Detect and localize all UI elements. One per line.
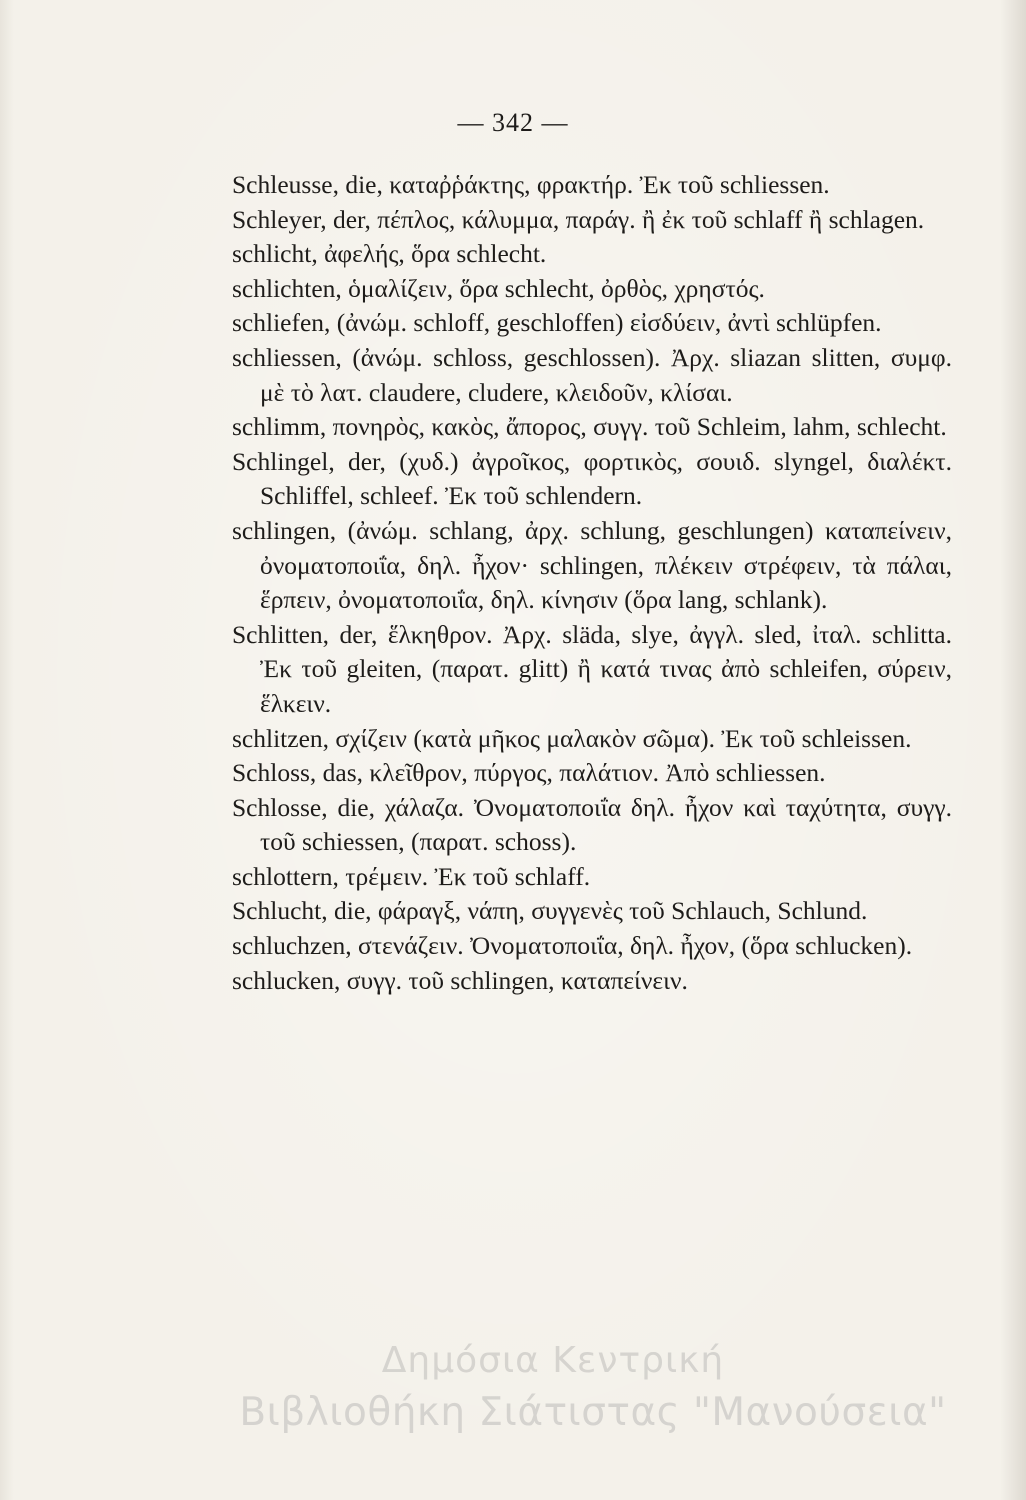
dictionary-entry: schlingen, (ἀνώμ. schlang, ἀρχ. schlung, geschlungen) καταπείνειν, ὀνοματοποιΐα, δηλ. ἦχον· schlingen, πλέκειν στρέφειν, τὰ πάλαι, ἕρπειν, ὀνοματοποιΐα, δηλ. κίνησιν (ὅρα lang, schlank). <box>232 515 952 615</box>
dictionary-entry: schluchzen, στενάζειν. Ὀνοματοποιΐα, δηλ. ἦχον, (ὅρα schlucken). <box>232 931 913 961</box>
dictionary-entry: schliessen, (ἀνώμ. schloss, geschlossen). Ἀρχ. sliazan slitten, συμφ. μὲ τὸ λατ. claudere, cludere, κλειδοῦν, κλίσαι. <box>232 342 952 407</box>
dictionary-entry: schlimm, πονηρὸς, κακὸς, ἄπορος, συγγ. τοῦ Schleim, lahm, schlecht. <box>232 412 947 442</box>
dictionary-entry: Schleyer, der, πέπλος, κάλυμμα, παράγ. ἢ ἐκ τοῦ schlaff ἢ schlagen. <box>232 204 925 234</box>
dictionary-entry: schlottern, τρέμειν. Ἐκ τοῦ schlaff. <box>232 861 591 891</box>
dictionary-entry: schlucken, συγγ. τοῦ schlingen, καταπείνειν. <box>232 965 688 995</box>
dictionary-entry: schliefen, (ἀνώμ. schloff, geschloffen) εἰσδύειν, ἀντὶ schlüpfen. <box>232 308 882 338</box>
dictionary-entry: Schlitten, der, ἕλκηθρον. Ἀρχ. släda, slye, ἀγγλ. sled, ἰταλ. schlitta. Ἐκ τοῦ gleiten, (παρατ. glitt) ἢ κατά τινας ἀπὸ schleifen, σύρειν, ἕλκειν. <box>232 619 952 718</box>
dictionary-entry: Schlingel, der, (χυδ.) ἀγροῖκος, φορτικὸς, σουιδ. slyngel, διαλέκτ. Schliffel, schleef. Ἐκ τοῦ schlendern. <box>232 446 952 511</box>
dictionary-entry: Schlosse, die, χάλαζα. Ὀνοματοποιΐα δηλ. ἦχον καὶ ταχύτητα, συγγ. τοῦ schiessen, (παρατ. schoss). <box>232 792 952 857</box>
page-gutter-shadow <box>0 0 14 1500</box>
dictionary-entry: Schleusse, die, καταῤῥάκτης, φρακτήρ. Ἐκ τοῦ schliessen. <box>232 170 830 199</box>
dictionary-entries <box>232 168 952 998</box>
page-number: — 342 — <box>457 108 569 137</box>
dictionary-entry: schlitzen, σχίζειν (κατὰ μῆκος μαλακὸν σῶμα). Ἐκ τοῦ schleissen. <box>232 723 912 753</box>
page-edge-shadow <box>1000 0 1026 1500</box>
dictionary-entry: Schlucht, die, φάραγξ, νάπη, συγγενὲς τοῦ Schlauch, Schlund. <box>232 896 868 926</box>
library-watermark-line1: Δημόσια Κεντρική <box>381 1340 725 1381</box>
library-watermark-line2: Βιβλιοθήκη Σιάτιστας "Μανούσεια" <box>239 1390 947 1435</box>
dictionary-entry: Schloss, das, κλεῖθρον, πύργος, παλάτιον. Ἀπὸ schliessen. <box>232 758 826 788</box>
dictionary-entry: schlicht, ἀφελής, ὅρα schlecht. <box>232 239 547 269</box>
dictionary-entry: schlichten, ὁμαλίζειν, ὅρα schlecht, ὀρθὸς, χρηστός. <box>232 273 765 303</box>
